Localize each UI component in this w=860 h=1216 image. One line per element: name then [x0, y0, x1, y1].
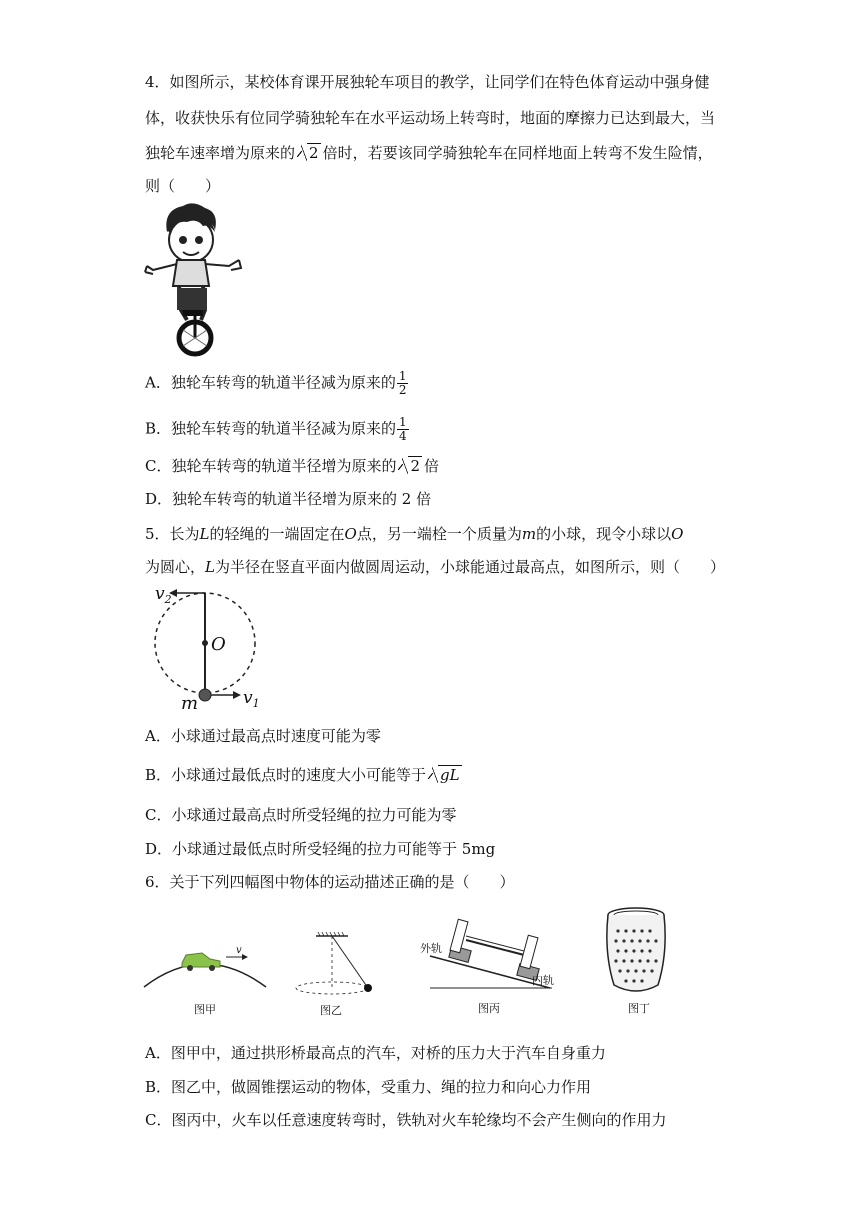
q4-option-d: D．独轮车转弯的轨道半径增为原来的 2 倍 — [145, 490, 432, 508]
q5-line-2 — [145, 557, 725, 577]
q5-text: 为半径在竖直平面内做圆周运动，小球能通过最高点，如图所示，则（ ） — [214, 558, 725, 576]
center-point — [202, 640, 208, 646]
sqrt-value: 2 — [410, 457, 421, 475]
shirt-shape — [173, 260, 209, 286]
q5-option-a: A．小球通过最高点时速度可能为零 — [145, 727, 381, 745]
unicycle-boy-figure — [143, 200, 243, 360]
label-m: m — [181, 693, 199, 713]
q4-option-a-text: A．独轮车转弯的轨道半径减为原来的 — [145, 373, 396, 392]
q4-line-3 — [145, 143, 713, 163]
q4-line-1: 4．如图所示，某校体育课开展独轮车项目的教学，让同学们在特色体育运动中强身健 — [145, 73, 710, 91]
q5-var-O: O — [344, 525, 357, 543]
q4-line-3-a: 独轮车速率增为原来的 — [145, 144, 296, 162]
arm-right — [205, 260, 241, 270]
q5-option-b-sqrt — [428, 765, 462, 785]
q4-sqrt-value: 2 — [309, 144, 319, 162]
q4-option-a — [145, 370, 409, 397]
axle-line — [466, 940, 528, 956]
fraction-denominator: 2 — [398, 383, 407, 397]
vertical-circle-figure — [145, 585, 275, 713]
axle-line — [466, 936, 528, 952]
q4-sqrt — [297, 143, 321, 163]
q5-var-L: L — [205, 558, 215, 576]
q6-option-b: B．图乙中，做圆锥摆运动的物体，受重力、绳的拉力和向心力作用 — [145, 1078, 592, 1096]
fraction-numerator: 1 — [399, 415, 407, 429]
ball — [199, 689, 211, 701]
label-v2: $v_2$ — [155, 585, 172, 606]
q6-option-c: C．图丙中，火车以任意速度转弯时，铁轨对火车轮缘均不会产生侧向的作用力 — [145, 1111, 667, 1129]
q5-var-m: m — [521, 525, 537, 543]
pants — [177, 288, 207, 310]
q4-line-3-b: 倍时，若要该同学骑独轮车在同样地面上转弯不发生险情， — [322, 144, 713, 162]
q4-option-b-text: B．独轮车转弯的轨道半径减为原来的 — [145, 419, 397, 438]
label-v1: $v_1$ — [243, 688, 260, 710]
q4-option-c-suffix: 倍 — [424, 457, 440, 475]
car-wheel — [187, 965, 193, 971]
q4-line-2: 体，收获快乐有位同学骑独轮车在水平运动场上转弯时，地面的摩擦力已达到最大，当 — [145, 109, 716, 127]
figure-yi-conical-pendulum — [292, 930, 382, 1018]
q5-line-1 — [145, 524, 683, 544]
q4-option-b — [145, 416, 410, 443]
q4-option-c-text: C．独轮车转弯的轨道半径增为原来的 — [145, 457, 397, 475]
drum-body — [607, 915, 665, 991]
string-line — [332, 936, 368, 988]
figure-jia-arch-bridge — [140, 935, 270, 1017]
q5-text: 的轻绳的一端固定在 — [209, 525, 345, 543]
caption-bing: 图丙 — [478, 1002, 500, 1015]
q6-option-a: A．图甲中，通过拱形桥最高点的汽车，对桥的压力大于汽车自身重力 — [145, 1044, 606, 1062]
q5-option-d: D．小球通过最低点时所受轻绳的拉力可能等于 5mg — [145, 840, 496, 858]
velocity-arrowhead — [242, 954, 248, 960]
v1-arrowhead — [233, 691, 241, 699]
fraction-denominator: 4 — [399, 429, 407, 443]
caption-ding: 图丁 — [628, 1002, 650, 1015]
pendulum-bob — [364, 984, 372, 992]
q4-option-a-fraction — [397, 370, 409, 397]
sqrt-value: gL — [440, 766, 460, 784]
inner-wheel — [520, 935, 538, 968]
outer-wheel — [450, 919, 468, 952]
figure-bing-banked-track — [420, 908, 560, 1018]
label-outer-rail: 外轨 — [420, 942, 442, 955]
q4-line-4: 则（ ） — [145, 177, 221, 195]
q4-option-c-sqrt — [398, 456, 422, 476]
q5-text: 为圆心， — [145, 558, 206, 576]
seat — [183, 310, 203, 316]
q5-option-b-text: B．小球通过最低点时的速度大小可能等于 — [145, 766, 427, 784]
eye-right — [195, 236, 203, 244]
q4-option-c — [145, 456, 439, 476]
label-v: v — [236, 945, 242, 956]
car-shape — [182, 953, 220, 967]
q5-var-L: L — [199, 525, 210, 543]
q5-option-c: C．小球通过最高点时所受轻绳的拉力可能为零 — [145, 806, 457, 824]
q5-text: 5．长为 — [145, 525, 200, 543]
car-wheel — [209, 965, 215, 971]
label-inner-rail: 内轨 — [532, 974, 554, 987]
q4-option-b-fraction — [397, 416, 409, 443]
caption-yi: 图乙 — [320, 1004, 342, 1017]
eye-left — [179, 236, 187, 244]
q5-var-O: O — [671, 525, 684, 543]
q5-text: 点，另一端栓一个质量为 — [356, 525, 522, 543]
figure-ding-drum — [596, 905, 686, 1017]
caption-jia: 图甲 — [194, 1003, 216, 1016]
q5-option-b — [145, 765, 464, 785]
fraction-numerator: 1 — [398, 369, 407, 383]
label-O: O — [211, 634, 226, 655]
circular-orbit — [296, 982, 368, 994]
arm-left — [145, 264, 177, 274]
q6-line-1: 6．关于下列四幅图中物体的运动描述正确的是（ ） — [145, 873, 515, 891]
q5-text: 的小球，现令小球以 — [536, 525, 672, 543]
